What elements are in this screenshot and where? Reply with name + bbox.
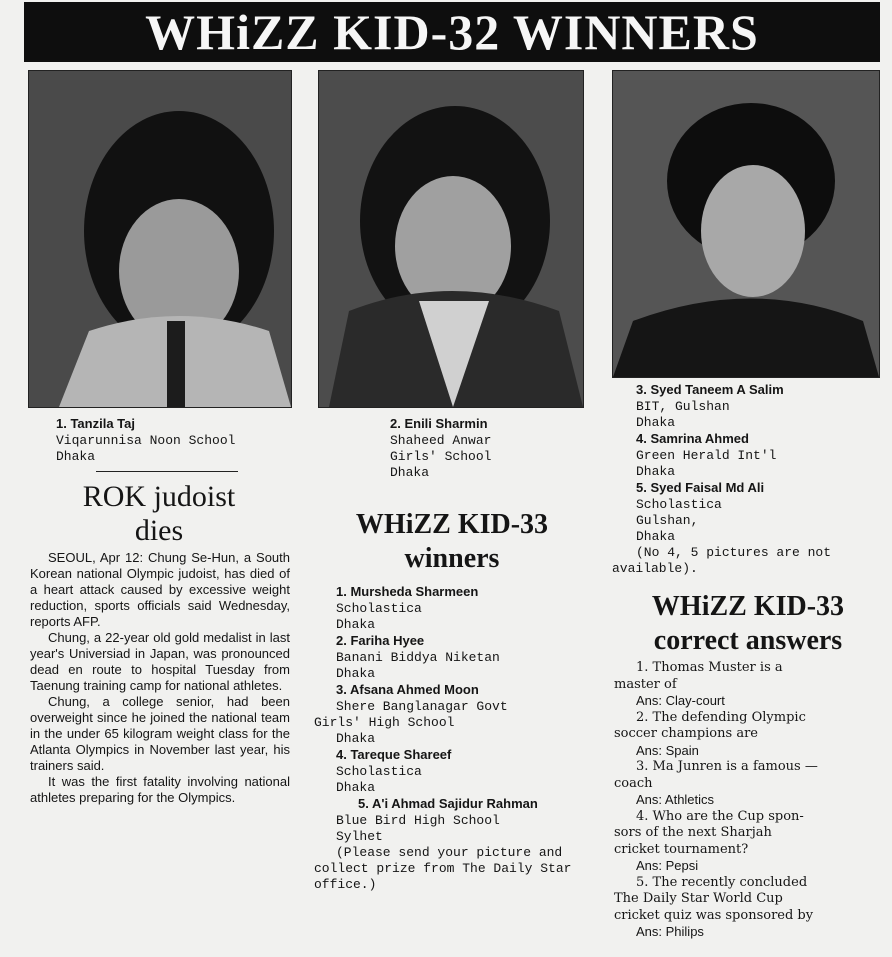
answers-list [614, 660, 884, 941]
kid33-winner-city: Sylhet [336, 829, 383, 844]
kid33-winner-city: Dhaka [336, 666, 376, 681]
question-text: cricket quiz was sponsored by [614, 907, 814, 923]
winner-name: 2. Enili Sharmin [390, 416, 488, 431]
winner-name: 5. Syed Faisal Md Ali [636, 480, 765, 495]
winner-photo-3 [612, 70, 880, 378]
winner-photo-1 [28, 70, 292, 408]
winner-city: Dhaka [56, 449, 96, 464]
answer-text: Ans: Athletics [636, 792, 715, 807]
question-text: master of [614, 676, 677, 692]
question-text: soccer champions are [614, 726, 758, 741]
kid33-winner-school: Shere Banglanagar Govt [336, 699, 508, 714]
divider [96, 471, 238, 472]
kid33-winner-name: 4. Tareque Shareef [336, 747, 452, 762]
kid33-winner-name: 5. A'i Ahmad Sajidur Rahman [358, 796, 538, 811]
article-body [30, 550, 290, 806]
question-text: 1. Thomas Muster is a [636, 660, 783, 675]
answer-text: Ans: Spain [636, 742, 699, 758]
winner-school: Green Herald Int'l [636, 448, 777, 463]
question-text: 3. Ma Junren is a famous — [636, 759, 818, 774]
article-paragraph: It was the first fatality involving national athletes preparing for the Olympics. [30, 774, 290, 805]
winner-school: Viqarunnisa Noon School [56, 433, 236, 448]
winner-name: 3. Syed Taneem A Salim [636, 382, 784, 397]
kid33-headline: WHiZZ KID-33 winners [355, 509, 549, 574]
winner-photo-2 [318, 70, 584, 408]
kid33-winner-school: Scholastica [336, 601, 422, 616]
question-text: 4. Who are the Cup spon- [636, 808, 804, 824]
answer-text: Ans: Philips [636, 924, 704, 939]
answer-text: Ans: Pepsi [636, 858, 699, 873]
kid33-winner-school: Blue Bird High School [336, 813, 500, 828]
winner-name: 4. Samrina Ahmed [636, 431, 749, 446]
winner-city: Dhaka [390, 465, 430, 480]
no-pictures-note: available). [612, 561, 698, 576]
question-text: cricket tournament? [614, 841, 749, 857]
question-text: 5. The recently concluded [636, 874, 808, 890]
page-banner: WHiZZ KID-32 WINNERS [24, 2, 880, 62]
kid33-winner-school: Girls' High School [314, 715, 455, 730]
winner-school: Shaheed Anwar [390, 433, 492, 448]
winner-area: Gulshan, [636, 513, 699, 528]
kid33-winner-name: 2. Fariha Hyee [336, 633, 425, 648]
answers-headline: WHiZZ KID-33 correct answers [651, 591, 845, 656]
winner-city: Dhaka [636, 529, 676, 544]
winner-caption-3 [612, 382, 831, 577]
kid33-winner-name: 1. Mursheda Sharmeen [336, 584, 479, 599]
question-text: 2. The defending Olympic [636, 709, 806, 725]
winner-name: 1. Tanzila Taj [56, 416, 135, 431]
article-paragraph: Chung, a 22-year old gold medalist in last year's Universiad in Japan, was pronounced dead en route to hospital Tuesday from Taenung training camp for national athletes. [30, 630, 290, 693]
winner-school: BIT, Gulshan [636, 399, 730, 414]
prize-note: (Please send your picture and collect prize from The Daily Star office.) [314, 845, 572, 892]
winner-city: Dhaka [636, 464, 676, 479]
kid33-winner-school: Banani Biddya Niketan [336, 650, 500, 665]
article-headline: ROK judoist dies [82, 480, 236, 547]
winner-city: Dhaka [636, 415, 676, 430]
article-paragraph: Chung, a college senior, had been overweight since he joined the national team in the under 65 kilogram weight class for the Atlanta Olympics in November last year, his trainers said. [30, 694, 290, 773]
winner-school: Girls' School [390, 449, 492, 464]
article-paragraph: SEOUL, Apr 12: Chung Se-Hun, a South Korean national Olympic judoist, has died of a heart attack caused by excessive weight reduction, sports officials said Wednesday, reports AFP. [30, 550, 290, 629]
question-text: sors of the next Sharjah [614, 825, 772, 840]
question-text: The Daily Star World Cup [614, 891, 783, 906]
kid33-winner-city: Dhaka [336, 731, 376, 746]
answer-text: Ans: Clay-court [636, 693, 725, 708]
kid33-winner-city: Dhaka [336, 780, 376, 795]
kid33-winner-school: Scholastica [336, 764, 422, 779]
winner-caption-2 [390, 416, 491, 481]
kid33-winner-city: Dhaka [336, 617, 376, 632]
kid33-winner-list [314, 584, 586, 893]
kid33-winner-name: 3. Afsana Ahmed Moon [336, 682, 479, 697]
question-text: coach [614, 775, 653, 791]
winner-school: Scholastica [636, 497, 722, 512]
no-pictures-note: (No 4, 5 pictures are not [636, 545, 832, 560]
winner-caption-1 [56, 416, 235, 465]
